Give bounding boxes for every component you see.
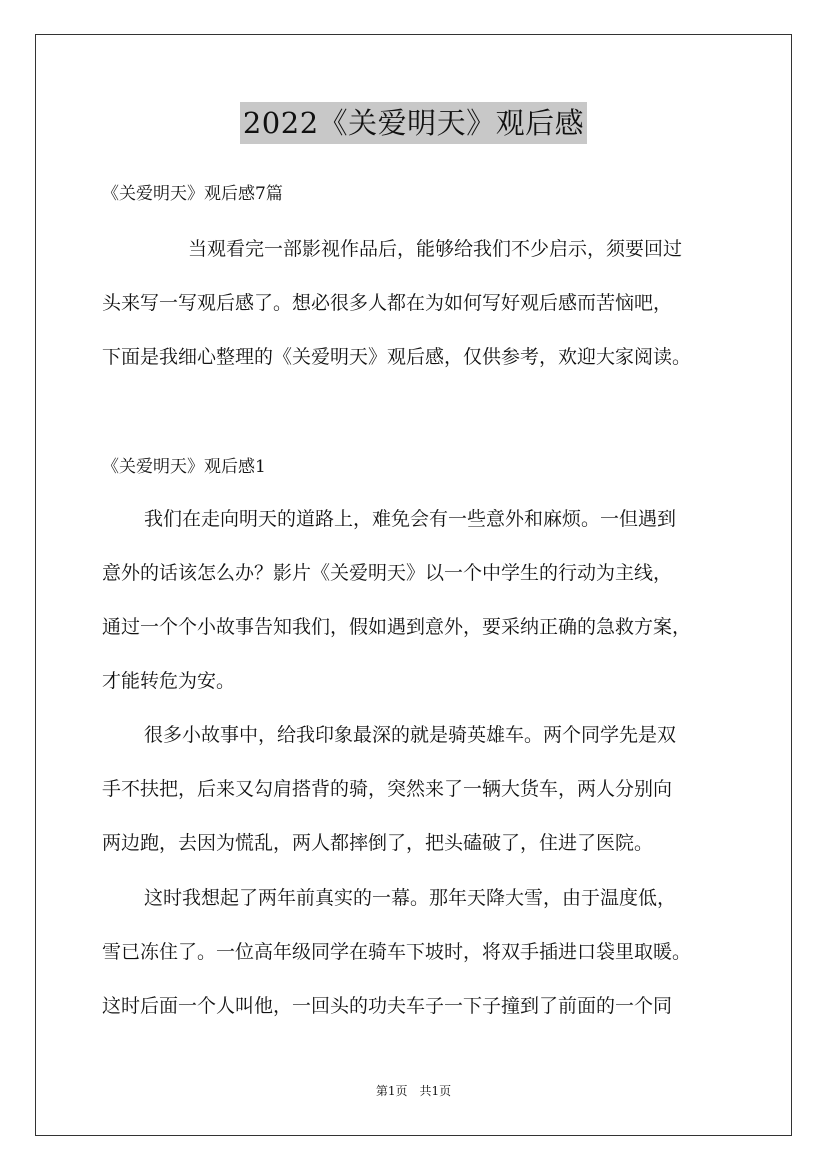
paragraph-line: 才能转危为安。 <box>102 670 236 692</box>
title-wrap <box>0 102 827 144</box>
paragraph-line: 这时后面一个人叫他，一回头的功夫车子一下子撞到了前面的一个同 <box>102 995 673 1017</box>
paragraph-line: 通过一个个小故事告知我们，假如遇到意外，要采纳正确的急救方案， <box>102 616 692 638</box>
page-footer: 第1页 共1页 <box>375 1084 452 1098</box>
intro-line: 头来写一写观后感了。想必很多人都在为如何写好观后感而苦恼吧， <box>102 292 673 314</box>
paragraph-line: 意外的话该怎么办？影片《关爱明天》以一个中学生的行动为主线， <box>102 562 673 584</box>
paragraph-line: 两边跑，去因为慌乱，两人都摔倒了，把头磕破了，住进了医院。 <box>102 832 654 854</box>
section-heading: 《关爱明天》观后感1 <box>102 457 266 477</box>
paragraph-line: 这时我想起了两年前真实的一幕。那年天降大雪，由于温度低， <box>144 887 677 909</box>
document-title: 2022《关爱明天》观后感 <box>240 102 587 144</box>
paragraph-line: 很多小故事中，给我印象最深的就是骑英雄车。两个同学先是双 <box>144 724 677 746</box>
paragraph-line: 手不扶把，后来又勾肩搭背的骑，突然来了一辆大货车，两人分别向 <box>102 778 673 800</box>
document-subtitle: 《关爱明天》观后感7篇 <box>102 184 283 204</box>
paragraph-line: 我们在走向明天的道路上，难免会有一些意外和麻烦。一但遇到 <box>144 508 677 530</box>
intro-line: 当观看完一部影视作品后，能够给我们不少启示，须要回过 <box>188 238 683 260</box>
paragraph-line: 雪已冻住了。一位高年级同学在骑车下坡时，将双手插进口袋里取暖。 <box>102 941 692 963</box>
intro-line: 下面是我细心整理的《关爱明天》观后感，仅供参考，欢迎大家阅读。 <box>102 346 692 368</box>
